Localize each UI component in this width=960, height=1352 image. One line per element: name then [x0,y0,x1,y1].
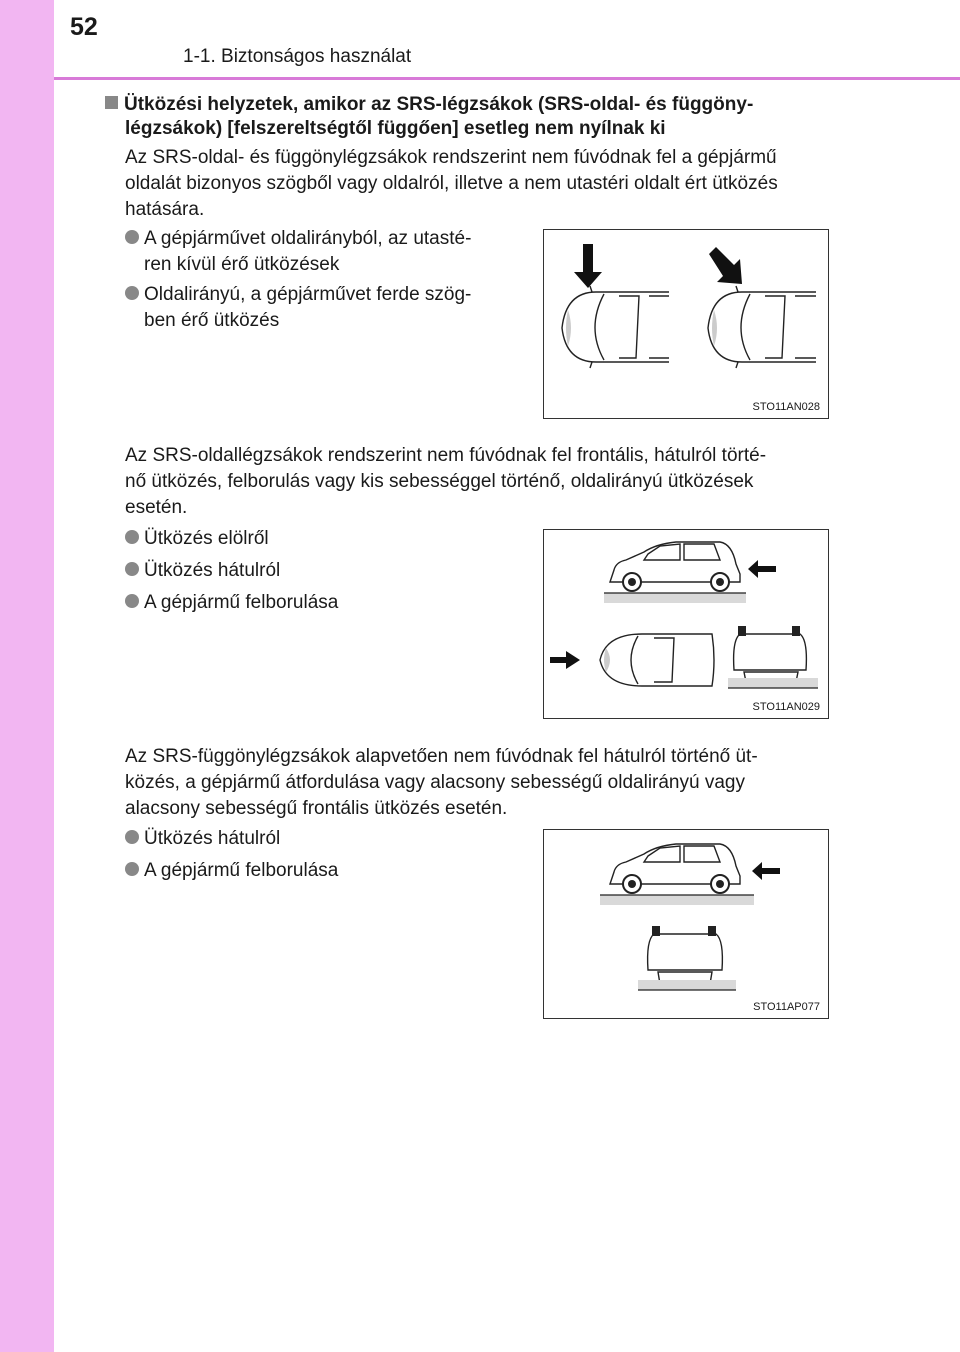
bullet-dot-icon [125,530,139,544]
figure-code: STO11AN028 [752,401,820,413]
bullet-text: A gépjármű felborulása [144,592,339,613]
bullet-dot-icon [125,230,139,244]
bullet-text-cont: ren kívül érő ütközések [144,254,340,275]
bullet-item [125,226,521,278]
section-heading [105,92,846,118]
side-color-strip [0,0,54,1352]
section2-line-2: nő ütközés, felborulás vagy kis sebességgel történő, oldalirányú ütközések [125,471,754,492]
bullet-text: Oldalirányú, a gépjárművet ferde szög- [144,284,472,305]
page-number: 52 [70,13,98,41]
figure-side-impact [543,229,829,419]
intro-line-1: Az SRS-oldal- és függönylégzsákok rendszerint nem fúvódnak fel a gépjármű [125,147,777,168]
section2-line-1: Az SRS-oldallégzsákok rendszerint nem fúvódnak fel frontális, hátulról törté- [125,445,767,466]
section3-line-2: közés, a gépjármű átfordulása vagy alacsony sebességű oldalirányú vagy [125,772,745,793]
intro-line-2: oldalát bizonyos szögből vagy oldalról, illetve a nem utastéri oldalt ért ütközés [125,173,778,194]
car-rear-rollover-illustration [544,830,828,1018]
bullet-item [125,282,521,334]
bullet-text: Ütközés hátulról [144,828,281,849]
figure-code: STO11AP077 [753,1001,820,1013]
heading-line-2: légzsákok) [felszereltségtől függően] esetleg nem nyílnak ki [125,118,666,139]
square-bullet-icon [105,96,118,109]
bullet-item [125,858,338,884]
figure-front-rear-rollover [543,529,829,719]
section-title: 1-1. Biztonságos használat [183,46,412,67]
car-top-view-illustration [544,230,828,418]
bullet-dot-icon [125,286,139,300]
bullet-dot-icon [125,594,139,608]
bullet-text: Ütközés hátulról [144,560,281,581]
bullet-item [125,826,280,852]
intro-line-3: hatására. [125,199,205,220]
bullet-item [125,558,280,584]
section3-line-1: Az SRS-függönylégzsákok alapvetően nem fúvódnak fel hátulról történő üt- [125,746,758,767]
bullet-text: A gépjárművet oldalirányból, az utasté- [144,228,472,249]
bullet-item [125,590,338,616]
car-views-illustration [544,530,828,718]
bullet-dot-icon [125,562,139,576]
bullet-text-cont: ben érő ütközés [144,310,280,331]
bullet-text: A gépjármű felborulása [144,860,339,881]
figure-rear-rollover [543,829,829,1019]
section3-line-3: alacsony sebességű frontális ütközés esetén. [125,798,508,819]
bullet-item [125,526,269,552]
bullet-dot-icon [125,862,139,876]
header-rule [54,77,960,80]
section2-line-3: esetén. [125,497,188,518]
heading-line-1: Ütközési helyzetek, amikor az SRS-légzsákok (SRS-oldal- és függöny- [124,94,754,115]
bullet-text: Ütközés elölről [144,528,269,549]
figure-code: STO11AN029 [752,701,820,713]
bullet-dot-icon [125,830,139,844]
